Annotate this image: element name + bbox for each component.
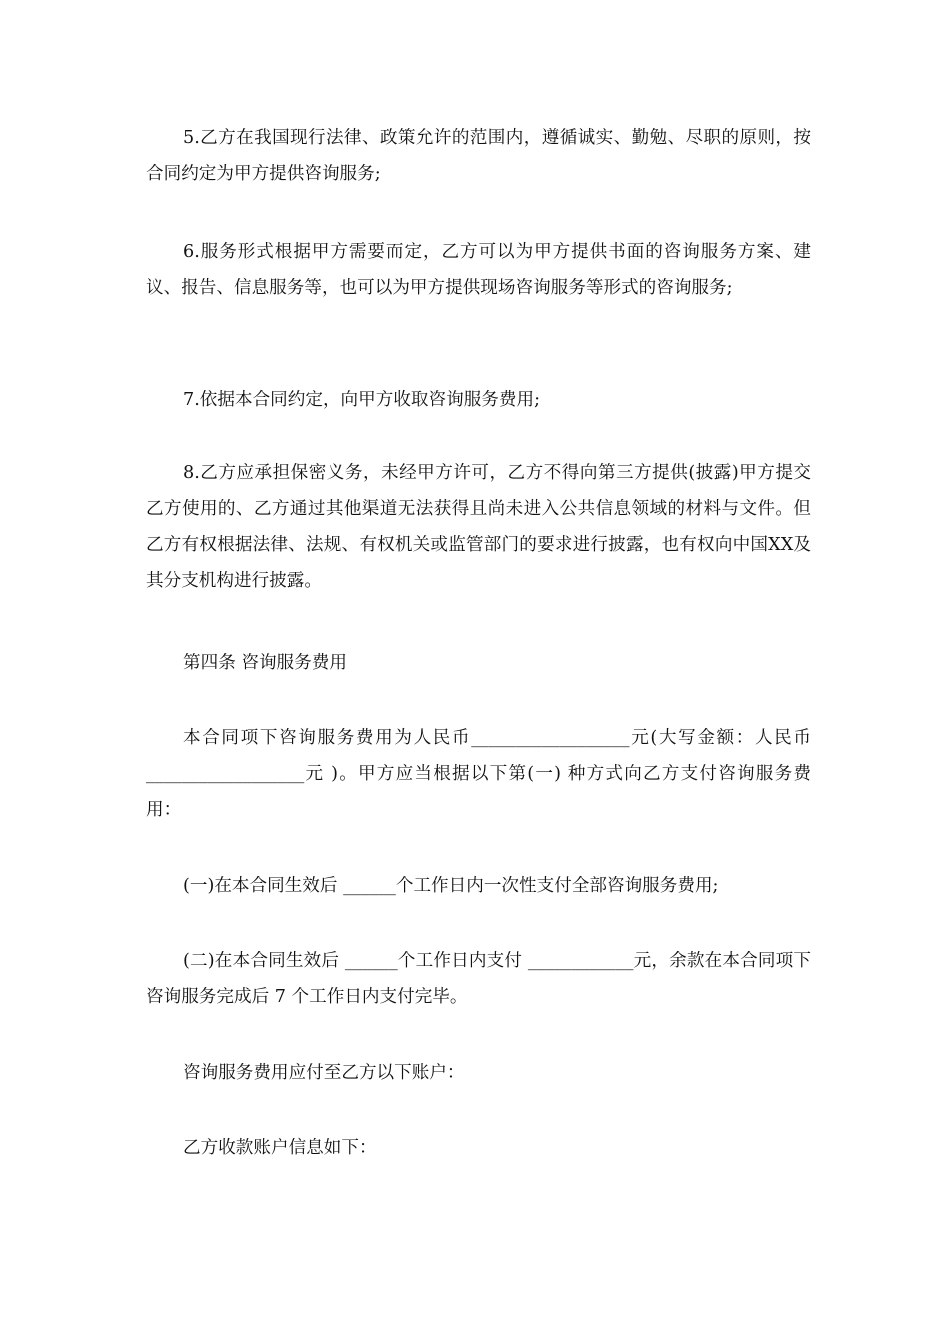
account-info-paragraph: 乙方收款账户信息如下： [183, 1138, 377, 1158]
clause-7-paragraph: 7.依据本合同约定，向甲方收取咨询服务费用; [183, 390, 540, 410]
payment-option-2-paragraph: (二)在本合同生效后 ______个工作日内支付 ____________元，余款在本合同项下咨询服务完成后 7 个工作日内支付完毕。 [146, 951, 811, 1007]
clause-8-paragraph: 8.乙方应承担保密义务，未经甲方许可，乙方不得向第三方提供(披露)甲方提交乙方使用的、乙方通过其他渠道无法获得且尚未进入公共信息领域的材料与文件。但乙方有权根据法律、法规、有权机关或监管部门的要求进行披露，也有权向中国XX及其分支机构进行披露。 [146, 463, 811, 591]
service-fee-paragraph: 本合同项下咨询服务费用为人民币__________________元(大写金额：人民币__________________元 )。甲方应当根据以下第(一) 种方式向乙方支付咨询服务费用： [146, 728, 811, 820]
section-heading-article-4: 第四条 咨询服务费用 [183, 653, 347, 673]
clause-6-paragraph: 6.服务形式根据甲方需要而定，乙方可以为甲方提供书面的咨询服务方案、建议、报告、信息服务等，也可以为甲方提供现场咨询服务等形式的咨询服务; [146, 242, 811, 298]
payment-option-1-paragraph: (一)在本合同生效后 ______个工作日内一次性支付全部咨询服务费用; [183, 876, 719, 896]
clause-5-paragraph: 5.乙方在我国现行法律、政策允许的范围内，遵循诚实、勤勉、尽职的原则，按合同约定为甲方提供咨询服务; [146, 128, 811, 184]
payment-account-paragraph: 咨询服务费用应付至乙方以下账户： [183, 1063, 465, 1083]
